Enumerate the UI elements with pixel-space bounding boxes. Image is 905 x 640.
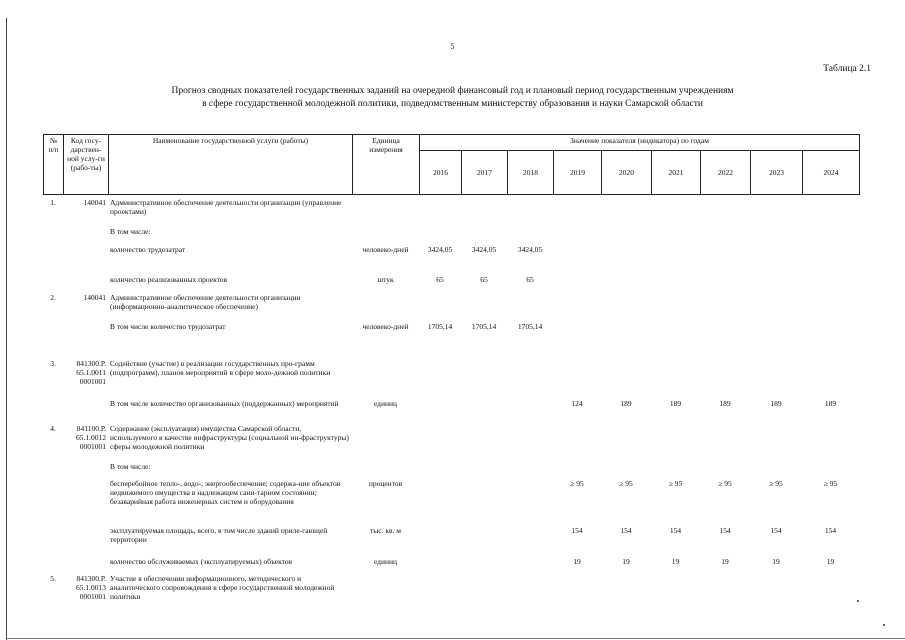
table-row (43, 399, 859, 424)
row-value-2021 (651, 275, 700, 293)
row-unit (352, 359, 419, 399)
row-value-2021 (651, 424, 700, 462)
row-value-2017 (461, 198, 507, 227)
row-value-2022 (700, 275, 750, 293)
row-value-2019 (553, 227, 601, 245)
row-name: В том числе: (110, 227, 151, 236)
row-value-2020 (601, 293, 651, 322)
row-code (63, 322, 108, 359)
row-value-2020: ≥ 95 (619, 479, 633, 488)
row-value-2018: 3424,05 (517, 245, 543, 254)
row-code (63, 557, 108, 574)
row-value-2018 (507, 424, 553, 462)
row-name: Административное обеспечение деятельности организации (информационно-аналитическое обеспечение) (110, 293, 301, 312)
row-value-2023 (750, 245, 802, 275)
indicator-table-header (43, 134, 860, 195)
row-value-2023 (750, 359, 802, 399)
row-num (43, 526, 63, 557)
row-code (63, 462, 108, 479)
row-value-2018 (507, 557, 553, 574)
table-row (43, 424, 859, 462)
row-value-2023 (750, 227, 802, 245)
row-code: 140041 (83, 198, 106, 207)
row-num (43, 245, 63, 275)
scan-speck (883, 624, 885, 626)
row-value-2023 (750, 275, 802, 293)
row-num (43, 322, 63, 359)
row-unit (352, 198, 419, 227)
row-value-2016 (419, 227, 461, 245)
row-value-2016 (419, 399, 461, 424)
table-row (43, 275, 859, 293)
row-value-2023: 154 (770, 526, 782, 535)
row-num (43, 227, 63, 245)
row-name: Содержание (эксплуатация) имущества Самарской области, используемого в качестве инфраструктуры (социальной ин-фраструктуры) сферы молодежной политики (110, 424, 349, 452)
row-num: 1. (50, 198, 56, 207)
row-value-2018: 1705,14 (517, 322, 543, 331)
header-service-name: Наименование государственной услуги (работы) (109, 135, 353, 195)
row-value-2017 (461, 293, 507, 322)
row-name: В том числе количество трудозатрат (110, 322, 226, 331)
row-value-2021: ≥ 95 (668, 479, 683, 488)
row-num (43, 557, 63, 574)
row-value-2020 (601, 424, 651, 462)
page-number: 5 (450, 42, 455, 51)
row-value-2023 (750, 424, 802, 462)
row-code: 140041 (83, 293, 106, 302)
row-value-2024 (802, 359, 859, 399)
row-unit: штук (377, 275, 394, 284)
row-value-2023 (750, 293, 802, 322)
row-value-2019 (553, 245, 601, 275)
title-line-1: Прогноз сводных показателей государственных заданий на очередной финансовый год и плановый период государственным учреждениям (171, 86, 734, 96)
row-name: Административное обеспечение деятельности организации (управление проектами) (110, 198, 342, 217)
row-value-2021 (651, 245, 700, 275)
row-code (63, 227, 108, 245)
row-value-2021: 19 (671, 557, 680, 566)
scan-speck (857, 600, 859, 602)
row-value-2017 (461, 424, 507, 462)
row-name: эксплуатируемая площадь, всего, в том числе зданий приле-гающей территории (110, 526, 328, 545)
row-value-2022 (700, 574, 750, 610)
row-value-2019 (553, 275, 601, 293)
row-value-2019: 124 (571, 399, 583, 408)
row-value-2022 (700, 462, 750, 479)
row-value-2018 (507, 359, 553, 399)
row-value-2022 (700, 198, 750, 227)
title-line-2: в сфере государственной молодежной политики, подведомственным министерству образования и науки Самарской области (202, 98, 703, 109)
document-title (60, 85, 845, 111)
row-value-2023 (750, 322, 802, 359)
row-code (63, 399, 108, 424)
row-value-2016 (419, 557, 461, 574)
row-value-2022: ≥ 95 (718, 479, 732, 488)
row-value-2016 (419, 359, 461, 399)
row-value-2023: 189 (770, 399, 782, 408)
header-year: 2019 (554, 151, 602, 195)
header-num: № п/п (44, 135, 64, 195)
row-value-2019: 19 (573, 557, 581, 566)
row-value-2016: 1705,14 (427, 322, 453, 331)
table-label: Таблица 2.1 (823, 64, 871, 74)
row-value-2018 (507, 574, 553, 610)
row-value-2016 (419, 424, 461, 462)
row-value-2020 (601, 227, 651, 245)
table-row (43, 198, 859, 227)
row-name: Участие в обеспечении информационного, методического и аналитического сопровождения в сфере государственной молодежной политики (110, 574, 335, 602)
row-value-2024 (802, 424, 859, 462)
row-value-2018 (507, 227, 553, 245)
row-value-2016: 3424,05 (427, 245, 453, 254)
row-code: 841100.Р. 65.1.0012 0001001 (76, 424, 106, 452)
row-value-2019 (553, 424, 601, 462)
row-code: 841300.Р. 65.1.0011 0001001 (76, 359, 106, 387)
row-code (63, 479, 108, 526)
row-name: Содействие (участие) в реализации государственных про-грамм (подпрограмм), планов мероприятий в сфере моло-дежной политики (110, 359, 331, 378)
row-value-2024: ≥ 95 (823, 479, 838, 488)
row-value-2017: 65 (480, 275, 488, 284)
row-value-2024 (802, 198, 859, 227)
row-code (63, 245, 108, 275)
row-value-2019: 154 (571, 526, 583, 535)
row-code (63, 275, 108, 293)
row-value-2023: ≥ 95 (769, 479, 783, 488)
row-value-2019 (553, 293, 601, 322)
row-value-2024 (802, 574, 859, 610)
row-value-2019: ≥ 95 (570, 479, 584, 488)
table-row (43, 359, 859, 399)
row-name: количество реализованных проектов (110, 275, 228, 284)
row-value-2016 (419, 293, 461, 322)
row-value-2019 (553, 462, 601, 479)
header-year: 2016 (420, 151, 462, 195)
row-value-2023 (750, 198, 802, 227)
row-num: 5. (50, 574, 56, 583)
row-value-2017 (461, 462, 507, 479)
row-code (63, 526, 108, 557)
row-unit: человеко-дней (362, 322, 409, 331)
row-value-2022 (700, 245, 750, 275)
row-name: количество трудозатрат (110, 245, 186, 254)
row-unit: единиц (373, 399, 398, 408)
table-row (43, 462, 859, 479)
row-value-2024 (802, 293, 859, 322)
row-value-2022 (700, 359, 750, 399)
row-value-2016 (419, 462, 461, 479)
row-value-2020 (601, 245, 651, 275)
row-num (43, 399, 63, 424)
indicator-table-body (43, 198, 859, 610)
table-row (43, 227, 859, 245)
row-num: 2. (50, 293, 56, 302)
row-value-2024: 189 (824, 399, 837, 408)
row-name: В том числе: (110, 462, 151, 471)
header-year: 2024 (803, 151, 860, 195)
row-value-2020: 189 (620, 399, 632, 408)
row-value-2024 (802, 462, 859, 479)
row-value-2021 (651, 359, 700, 399)
row-value-2021 (651, 198, 700, 227)
row-value-2017 (461, 574, 507, 610)
row-value-2021: 154 (669, 526, 682, 535)
row-value-2018 (507, 293, 553, 322)
row-value-2020 (601, 275, 651, 293)
table-row (43, 557, 859, 574)
header-year: 2021 (652, 151, 701, 195)
row-unit: процентов (368, 479, 403, 488)
row-value-2022: 154 (719, 526, 731, 535)
row-value-2020: 154 (620, 526, 632, 535)
row-value-2024 (802, 275, 859, 293)
row-value-2024 (802, 227, 859, 245)
row-value-2016 (419, 574, 461, 610)
row-unit: человеко-дней (362, 245, 409, 254)
row-value-2019 (553, 574, 601, 610)
row-value-2023 (750, 462, 802, 479)
table-row (43, 479, 859, 526)
row-value-2021 (651, 293, 700, 322)
row-unit (352, 293, 419, 322)
row-value-2020 (601, 462, 651, 479)
row-unit (352, 424, 419, 462)
row-value-2024: 19 (826, 557, 835, 566)
row-value-2024 (802, 322, 859, 359)
row-value-2020 (601, 574, 651, 610)
row-name: В том числе количество организованных (поддержанных) мероприятий (110, 399, 339, 408)
row-value-2017 (461, 359, 507, 399)
table-row (43, 526, 859, 557)
row-value-2022: 189 (719, 399, 731, 408)
row-num (43, 275, 63, 293)
row-value-2019 (553, 322, 601, 359)
row-value-2022: 19 (721, 557, 729, 566)
row-value-2020 (601, 198, 651, 227)
row-value-2017 (461, 227, 507, 245)
row-value-2016 (419, 526, 461, 557)
header-values-by-year: Значение показателя (индикатора) по годам (420, 135, 860, 151)
table-row (43, 245, 859, 275)
row-value-2021: 189 (669, 399, 682, 408)
row-unit: тыс. кв. м (369, 526, 402, 535)
row-value-2016: 65 (436, 275, 444, 284)
scan-left-edge (6, 18, 7, 640)
row-value-2020: 19 (622, 557, 630, 566)
row-num: 4. (50, 424, 56, 433)
row-value-2018 (507, 462, 553, 479)
row-value-2021 (651, 462, 700, 479)
row-value-2020 (601, 322, 651, 359)
row-value-2020 (601, 359, 651, 399)
row-num (43, 479, 63, 526)
row-value-2018 (507, 479, 553, 526)
header-unit: Единица измерения (353, 135, 420, 195)
row-value-2021 (651, 227, 700, 245)
row-value-2021 (651, 322, 700, 359)
row-value-2017 (461, 526, 507, 557)
row-value-2021 (651, 574, 700, 610)
scan-bottom-edge (6, 638, 905, 639)
row-unit: единиц (373, 557, 398, 566)
row-value-2018 (507, 399, 553, 424)
row-value-2022 (700, 424, 750, 462)
row-num (43, 462, 63, 479)
table-row (43, 574, 859, 610)
row-unit (352, 574, 419, 610)
row-value-2016 (419, 198, 461, 227)
row-value-2017 (461, 399, 507, 424)
row-value-2022 (700, 293, 750, 322)
header-year: 2022 (701, 151, 751, 195)
row-value-2016 (419, 479, 461, 526)
row-name: бесперебойное тепло-, водо-, энергообеспечение; содержа-ние объектов недвижимого имущества в надлежащем сани-тарном состоянии; безаварийная работа инженерных систем и оборудования (110, 479, 341, 507)
row-value-2023 (750, 574, 802, 610)
header-year: 2023 (751, 151, 803, 195)
table-row (43, 293, 859, 322)
row-value-2019 (553, 198, 601, 227)
header-year: 2017 (462, 151, 508, 195)
row-value-2018 (507, 198, 553, 227)
row-value-2017 (461, 479, 507, 526)
row-code: 841300.Р. 65.1.0013 0001001 (76, 574, 106, 602)
row-value-2024: 154 (824, 526, 837, 535)
row-unit (352, 227, 419, 245)
header-year: 2018 (508, 151, 554, 195)
row-value-2018 (507, 526, 553, 557)
table-row (43, 322, 859, 359)
row-value-2018: 65 (526, 275, 534, 284)
row-value-2019 (553, 359, 601, 399)
row-value-2017: 1705,14 (471, 322, 497, 331)
row-unit (352, 462, 419, 479)
row-value-2017 (461, 557, 507, 574)
row-value-2017: 3424,05 (471, 245, 497, 254)
header-code: Код госу-дарствен-ной услу-ги (рабо-ты) (64, 135, 109, 195)
row-value-2023: 19 (772, 557, 780, 566)
row-value-2022 (700, 322, 750, 359)
row-value-2022 (700, 227, 750, 245)
row-name: количество обслуживаемых (эксплуатируемых) объектов (110, 557, 293, 566)
row-value-2024 (802, 245, 859, 275)
header-year: 2020 (602, 151, 652, 195)
row-num: 3. (50, 359, 56, 368)
